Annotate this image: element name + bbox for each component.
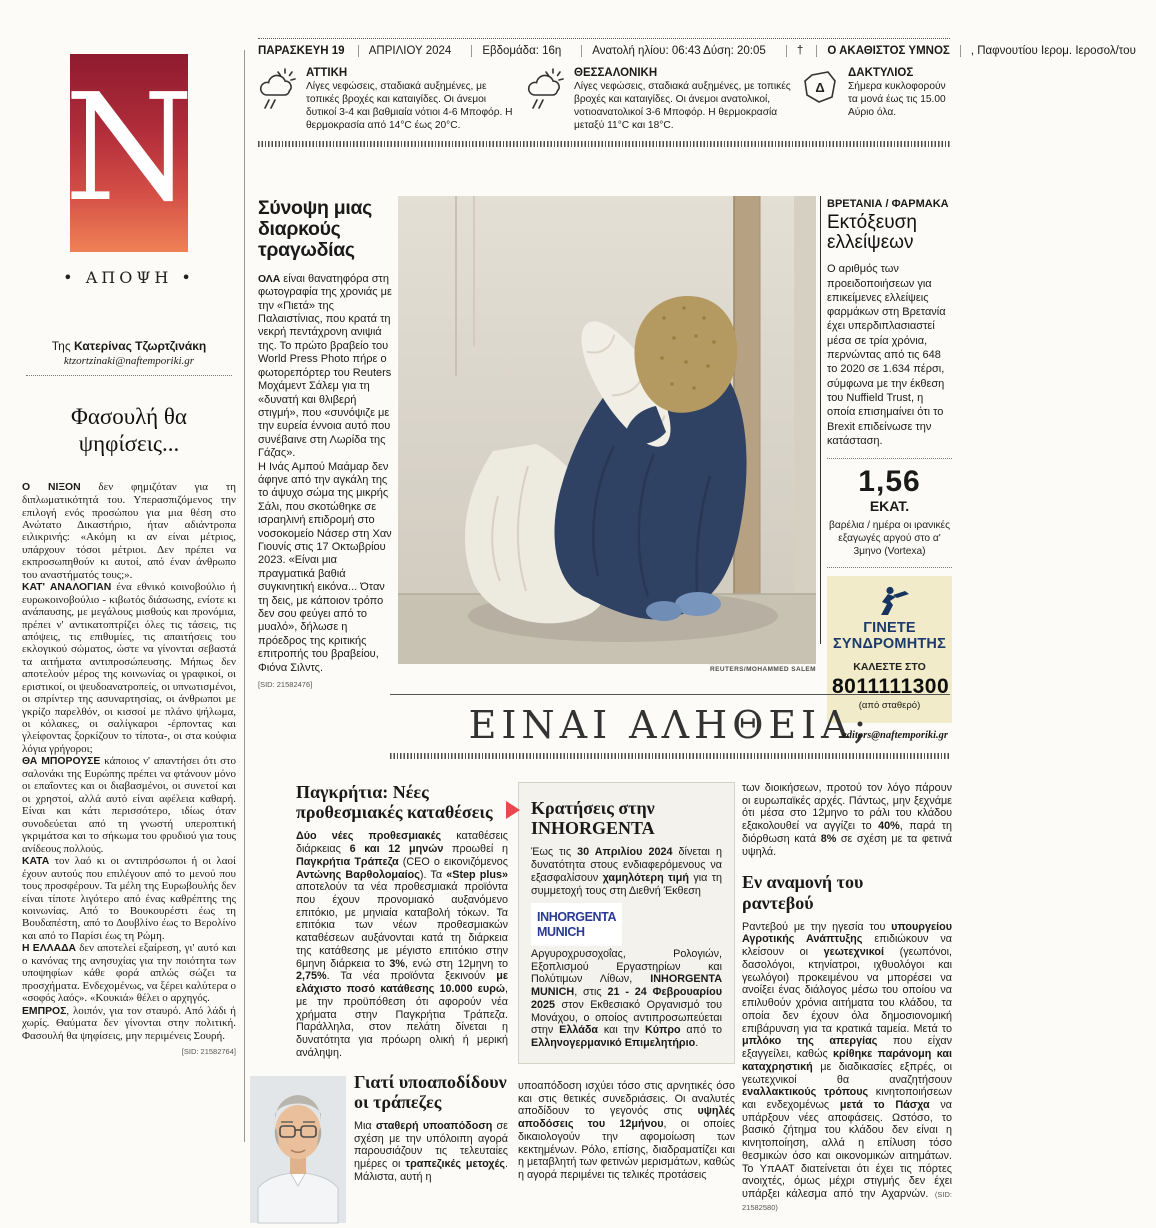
weather-text: Λίγες νεφώσεις, σταδιακά αυξημένες, με τοπικές βροχές και καταιγίδες. Οι άνεμοι δυτικοί 3-4 και βαθμιαία νότιοι 4-6 Μποφόρ. Η θερμοκρασία από 14°C έως 20°C. (306, 81, 513, 132)
inhorgenta-logo-line2: MUNICH (537, 924, 585, 939)
subscribe-line1: ΓΙΝΕΤΕ (863, 620, 916, 637)
bottom-column-1 (296, 782, 508, 1223)
inhorgenta-logo (531, 903, 622, 946)
opinion-column (22, 38, 236, 1056)
bottom-column-2 (518, 782, 735, 1182)
opinion-paragraph: ΘΑ ΜΠΟΡΟΥΣΕ κάποιος ν' απαντήσει ότι στο σαλονάκι της Ευρώπης πρέπει να φτάνουν μόνο οι επαΐοντες και οι διαβασμένοι, οι συνετοί και οι χρηστοί, αλλά αυτό είναι αφέλεια καθαρή. Είναι και κάτι περισσότερο, ιδίως όταν συνοδεύεται από τη γνωστή υπεροπτική γκριμάτσα και το σήκωμα του φρυδιού για τους ανίδεους πολλούς. (22, 755, 236, 855)
weather-city: ΔΑΚΤΥΛΙΟΣ (848, 67, 914, 79)
subscribe-line2: ΣΥΝΔΡΟΜΗΤΗΣ (833, 635, 946, 652)
tragedy-paragraph: Η Ινάς Αμπού Μαάμαρ δεν άφηνε από την αγκάλη της το άψυχο σώμα της μικρής Σάλι, που σκοτώθηκε σε ισραηλινή επιδρομή στο νοσοκομείο Νάσερ στη Χαν Γιουνίς στις 17 Οκτωβρίου 2023. «Είναι μια πραγματικά βαθιά συγκινητική εικόνα... Όταν τη δεις, με κάποιον τρόπο δεν σου φεύγει από το μυαλό», δήλωσε η πρόεδρος της κριτικής επιτροπής του βραβείου, Φιόνα Σιλντς. (258, 460, 392, 674)
messenger-icon (867, 586, 913, 616)
inhorgenta-box (518, 782, 735, 1064)
masthead-logo (64, 54, 194, 252)
weather-text: Σήμερα κυκλοφορούν τα μονά έως τις 15.00 Αύριο όλα. (848, 81, 946, 119)
author-byline: Της Κατερίνας Τζωρτζινάκη (51, 339, 207, 353)
ceo-portrait-image (250, 1076, 346, 1223)
banks-text-part3: των διοικήσεων, προτού τον λόγο πάρουν οι ευρωπαϊκές αρχές. Πάντως, μην ξεχνάμε ότι μέσα στο 12μηνο το ράλι του κλάδου εξακολουθεί να αγγίζει το 40%, παρά τη διόρθωση κατά 8% σε σχέση με τα φετινά υψηλά. (742, 782, 952, 858)
date-bar (258, 39, 1136, 62)
banner-email: editors@naftemporiki.gr (842, 730, 948, 741)
week-number: Εβδομάδα: 16η (471, 45, 581, 57)
date-text: ΠΑΡΑΣΚΕΥΗ 19 ΑΠΡΙΛΙΟΥ 2024 (258, 45, 471, 57)
agro-text: Ραντεβού με την ηγεσία του υπουργείου Αγροτικής Ανάπτυξης επιδιώκουν να κλείσουν οι γεωτεχνικοί (γεωπόνοι, δασολόγοι, κτηνίατροι, ιχθυολόγοι και γεωλόγοι) προκειμένου να μπορέσει να ανοίξει ένας διάλογος μέσω του οποίου να επιλυθούν χρόνια αιτήματα του κλάδου, τα οποία δεν έχουν όλα δημοσιονομική επιβάρυνση για τα κρατικά ταμεία. Μετά το μπλόκο της απεργίας που είχαν εξαγγείλει, καθώς κρίθηκε παράνομη και καταχρηστική με διαδικασίες εξπρές, οι γεωτεχνικοί θα αναζητήσουν εναλλακτικούς τρόπους κινητοποιήσεων και ενδεχομένως μετά το Πάσχα να υπάρξουν νέες αποφάσεις. Ωστόσο, το βασικό ζήτημα του κλάδου δεν είναι η κινητοποίηση, αλλά η επίλυση τόσο θεσμικών όσο και οικονομικών αιτημάτων. Το ΥπΑΑΤ διατείνεται ότι έχει τις πόρτες ανοιχτές, όμως μέχρι στιγμής δεν έχει υπάρξει κάλεσμα από την Αχαρνών. (SID: 21582580) (742, 920, 953, 1212)
inhorgenta-logo-line1: INHORGENTA (537, 910, 617, 925)
weather-bar (258, 67, 950, 132)
masthead-letter: N (64, 62, 194, 234)
tragedy-body (258, 273, 392, 675)
banks-title: Γιατί υποαποδίδουν οι τράπεζες (354, 1071, 507, 1112)
weather-item-daktylios (800, 67, 950, 132)
press-photo-image (398, 196, 816, 664)
arrow-icon (506, 801, 520, 819)
svg-text:Δ: Δ (815, 80, 825, 95)
storm-icon (258, 67, 298, 132)
top-info-bar (258, 38, 1136, 147)
agro-sid: (SID: 21582580) (742, 1190, 952, 1212)
subscribe-call: ΚΑΛΕΣΤΕ ΣΤΟ (853, 660, 926, 673)
dashed-band (390, 753, 950, 759)
saint-day: † Ο ΑΚΑΘΙΣΤΟΣ ΥΜΝΟΣ , Παφνουτίου Ιερομ. Ιεροσολ/του (786, 45, 1156, 57)
inhorgenta-intro: Έως τις 30 Απριλίου 2024 δίνεται η δυνατότητα στους ενδιαφερόμενους να εξασφαλίσουν χαμηλότερη τιμή για τη συμμετοχή τους στη Διεθνή Έκθεση (531, 846, 722, 897)
weather-city: ΘΕΣΣΑΛΟΝΙΚΗ (574, 67, 658, 79)
dashed-band (258, 141, 950, 147)
agro-title: Εν αναμονή του ραντεβού (742, 872, 864, 913)
rumors-banner (390, 694, 950, 759)
ring-icon (800, 67, 840, 132)
vertical-rule (244, 50, 245, 1142)
weather-text: Λίγες νεφώσεις, σταδιακά αυξημένες, με τοπικές βροχές και καταιγίδες. Οι άνεμοι ανατολικοί, νοτιοανατολικοί 3-6 Μποφόρ. Η θερμοκρασία μεταξύ 11°C και 18°C. (574, 81, 791, 132)
bottom-column-3 (742, 782, 952, 1214)
tragedy-sid: [SID: 21582476] (258, 680, 313, 690)
divider (827, 567, 952, 568)
banks-text-part2: υποαπόδοση ισχύει τόσο στις αρνητικές όσο και στις θετικές συνεδριάσεις. Οι αναλυτές αποδίδουν το γεγονός στις υψηλές αποδόσεις του 12μήνου, οι οποίες δικαιολογούν την αφομοίωση των κεκτημένων. Ρόλο, επίσης, διαδραματίζει και η μεταβλητή των φετινών μερισμάτων, καθώς η αγορά περιμένει τις τελικές προτάσεις (518, 1079, 735, 1182)
weather-item-thessaloniki (526, 67, 794, 132)
opinion-paragraph: Η ΕΛΛΑΔΑ δεν αποτελεί εξαίρεση, γι' αυτό και ο κανόνας της ανησυχίας για την ποιότητα των υποψηφίων κάθε φορά απλώς σώζει τα προσχήματα. Ενδεχομένως, να ξέρει καλύτερα ο «σοφός λαός». «Κουκιά» θέλει ο αρχηγός. (22, 942, 236, 1005)
vertical-rule (820, 196, 821, 644)
subscribe-phone: 8011111300 (832, 674, 950, 698)
tragedy-article (258, 198, 392, 689)
photo-credit: REUTERS/MOHAMMED SALEM (710, 666, 816, 673)
divider (26, 375, 232, 376)
inhorgenta-rest: Αργυροχρυσοχοΐας, Ρολογιών, Εξοπλισμού Εργαστηρίων και Πολύτιμων Λίθων, INHORGENTA MUNICH, στις 21 - 24 Φεβρουαρίου 2025 στον Εκθεσιακό Οργανισμό του Μονάχου, ο οποίος αντιπροσωπεύεται στην Ελλάδα και την Κύπρο από το Ελληνογερμανικό Επιμελητήριο. (531, 948, 722, 1050)
opinion-paragraph: ΕΜΠΡΟΣ, λοιπόν, για τον σταυρό. Από λάδι ή χωρίς. Θαύματα δεν γίνονται στην πολιτική. Φασουλή θα ψηφίσεις, μην περιμένεις Σουρή. (22, 1004, 236, 1042)
section-label: • ΑΠΟΨΗ • (63, 268, 195, 287)
stat-caption: βαρέλια / ημέρα οι ιρανικές εξαγωγές αργού στο α' 3μηνο (Vortexa) (828, 520, 951, 558)
stat-unit: ΕΚΑΤ. (869, 498, 910, 515)
pharma-title: Εκτόξευση ελλείψεων (827, 212, 917, 254)
author-email: ktzortzinaki@naftemporiki.gr (63, 355, 195, 367)
opinion-paragraph: ΚΑΤΑ τον λαό κι οι αντιπρόσωποι ή οι λαοί έχουν αυτούς που επιλέγουν από το μενού που τους προσφέρουν. Τα μέλη της Ευρωβουλής δεν είναι τίποτε λιγότερο από ένας καθρέπτης της κοινωνίας. Από το Βουκουρέστι έως τη Βουδαπέστη, από το Δουβλίνο έως το Βερολίνο και από το Παρίσι έως τη Ρώμη. (22, 854, 236, 942)
inhorgenta-body (531, 899, 722, 1050)
pankritia-text: Δύο νέες προθεσμιακές καταθέσεις διάρκειας 6 και 12 μηνών προωθεί η Παγκρήτια Τράπεζα (CEO ο εικονιζόμενος Αντώνης Βαρθολομαίος). Τα «Step plus» αποτελούν τα νέα προθεσμιακά προϊόντα που έχουν προνομιακό αυξανόμενο επιτόκιο, με μηνιαία καταβολή τόκων. Τα επιτόκια των νέων προθεσμιακών καταθέσεων αυξάνονται κατά τη διάρκεια της κατάθεσης με μέγιστο επιτόκιο στην 6μηνη διάρκεια το 3%, ενώ στη 12μηνη το 2,75%. Τα νέα προϊόντα ξεκινούν με ελάχιστο ποσό κατάθεσης 10.000 ευρώ, με την προϋπόθεση ότι αφορούν νέα χρήματα στην Παγκρήτια Τράπεζα. Παράλληλα, στον πελάτη δίνεται η δυνατότητα για πρόωρη ολική ή μερική ανάληψη. (296, 830, 508, 1059)
pharma-article (827, 198, 952, 723)
subscribe-note: (από σταθερό) (858, 699, 921, 711)
press-photo (398, 196, 816, 673)
inhorgenta-title: Κρατήσεις στην INHORGENTA (531, 798, 655, 839)
stat-value: 1,56 (858, 465, 921, 499)
pankritia-title: Παγκρήτια: Νέες προθεσμιακές καταθέσεις (296, 782, 493, 823)
opinion-paragraph: ΚΑΤ' ΑΝΑΛΟΓΙΑΝ ένα εθνικό κοινοβούλιο ή ευρωκοινοβούλιο - κιβωτός διάσωσης, ενίοτε κι ανάπαυσης, με μεγάλους μισθούς και προνόμια, πρέπει ν' αντικατοπτρίζει όλες τις τάσεις, τις απόψεις, τις επιθυμίες, τις απαιτήσεις του εκλογικού σώματος, ώστε να γίνονται σεβαστά τα αιτήματα αντιπροσώπευσης. Μήπως δεν αποτελούν μέρος της κοινωνίας οι γραφικοί, οι εριστικοί, οι ψευδοανατροπείς, οι υπνωτισμένοι, οι σπρίντερ της ασυναρτησίας, οι άνθρωποι με γκρίζο παρελθόν, οι κισσοί με πλάνο ψήλωμα, οι κόλακες, οι σαλίγκαροι -έρποντας και γλείφοντας ξορκίζουν το τίποτα-, οι στα κούφια λόγια γρήγοροι; (22, 581, 236, 755)
weather-item-attiki (258, 67, 518, 132)
opinion-sid: [SID: 21582764] (181, 1047, 236, 1057)
banks-text-part1: Μια σταθερή υποαπόδοση σε σχέση με την υπόλοιπη αγορά παρουσιάζουν τις τελευταίες ημέρες οι τραπεζικές μετοχές. Μάλιστα, αυτή η (354, 1119, 508, 1183)
banner-title: ΕΙΝΑΙ ΑΛΗΘΕΙΑ; (468, 703, 872, 747)
pharma-kicker: ΒΡΕΤΑΝΙΑ / ΦΑΡΜΑΚΑ (827, 198, 949, 210)
tragedy-title: Σύνοψη μιας διαρκούς τραγωδίας (258, 197, 373, 261)
tragedy-paragraph: ΟΛΑ είναι θανατηφόρα στη φωτογραφία της χρονιάς με την «Πιετά» της Παλαιστίνιας, που κρατά τη νεκρή πεντάχρονη ανιψιά της. Το πρώτο βραβείο του World Press Photo πήρε ο φωτορεπόρτερ του Reuters Μοχάμεντ Σάλεμ για τη «δυνατή και θλιβερή στιγμή», που «συνόψιζε με την ευρεία έννοια αυτό που συνέβαινε στη Λωρίδα της Γάζας». (258, 272, 392, 460)
pharma-text: Ο αριθμός των προειδοποιήσεων για επικείμενες ελλείψεις φαρμάκων στη Βρετανία έχει υπερδιπλασιαστεί μέσα σε τρία χρόνια, περνώντας από τις 648 το 2020 σε 1.634 πέρσι, σύμφωνα με την έκθεση του Nuffield Trust, η οποία επισημαίνει ότι το Brexit επιδείνωσε την κατάσταση. (827, 263, 946, 447)
sun-times: Ανατολή ηλίου: 06:43 Δύση: 20:05 (581, 45, 786, 57)
opinion-headline: Φασουλή θα ψηφίσεις... (71, 404, 187, 456)
banks-article (296, 1072, 508, 1184)
opinion-body (22, 481, 236, 1042)
divider (827, 458, 952, 459)
weather-city: ΑΤΤΙΚΗ (306, 67, 348, 79)
storm-icon (526, 67, 566, 132)
opinion-paragraph: Ο ΝΙΞΟΝ δεν φημιζόταν για τη διπλωματικότητά του. Υπερασπιζόμενος την επιλογή ενός προσώπου για μια θέση στο Ανώτατο Δικαστήριο, ήταν αδιάντροπα ειλικρινής: «Ακόμη κι αν είναι μέτριος, υπάρχουν τόσοι μέτριοι. Δεν πρέπει να εκπροσωπηθούν κι αυτοί, από έναν άνθρωπο του αναστήματός τους;». (22, 481, 236, 581)
